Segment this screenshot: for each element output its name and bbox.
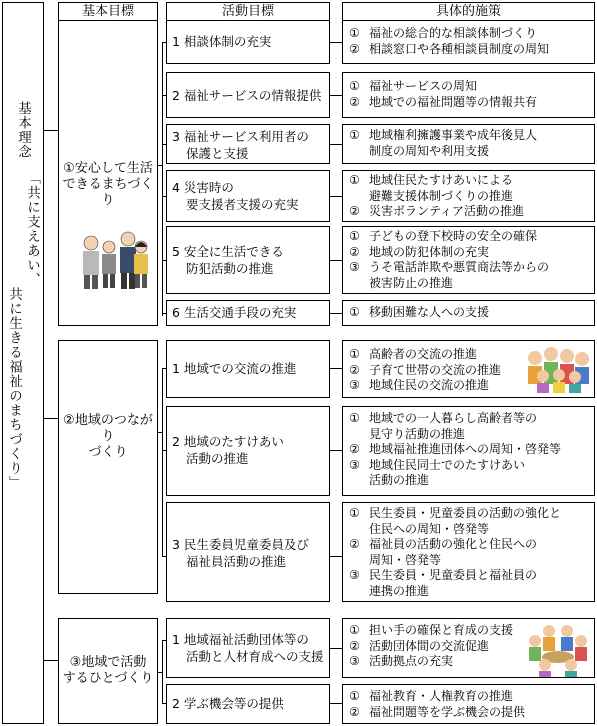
activity-1-2 bbox=[166, 72, 330, 118]
connector bbox=[330, 556, 342, 557]
activity-3-2 bbox=[166, 684, 330, 724]
goal-box-3 bbox=[58, 618, 158, 724]
connector bbox=[330, 144, 342, 145]
activity-1-5 bbox=[166, 226, 330, 294]
measure-list: ① 地域権利擁護事業や成年後見人 制度の周知や利用支援 bbox=[349, 128, 538, 158]
connector bbox=[162, 450, 166, 451]
measure-list: ① 高齢者の交流の推進 ② 子育て世帯の交流の推進 ③ 地域住民の交流の推進 bbox=[349, 347, 502, 392]
measures-1-2 bbox=[342, 72, 595, 118]
philosophy-box bbox=[2, 2, 44, 724]
activity-label: 2 福祉サービスの情報提供 bbox=[172, 88, 322, 103]
connector bbox=[162, 144, 166, 145]
connector bbox=[158, 672, 162, 673]
activity-label: 1 相談体制の充実 bbox=[172, 34, 272, 49]
measures-1-1 bbox=[342, 20, 595, 64]
measure-list: ① 担い手の確保と育成の支援 ② 活動団体間の交流促進 ③ 活動拠点の充実 bbox=[349, 623, 514, 668]
philosophy-title: 基本理念 bbox=[15, 101, 31, 159]
activity-label: 2 学ぶ機会等の提供 bbox=[172, 696, 284, 711]
elderly-family-icon bbox=[77, 231, 149, 291]
connector bbox=[330, 42, 342, 43]
connector bbox=[162, 313, 166, 314]
activity-label: 5 安全に生活できる 防犯活動の推進 bbox=[172, 244, 284, 276]
measures-2-3 bbox=[342, 502, 595, 602]
activity-3-1 bbox=[166, 618, 330, 678]
activity-label: 6 生活交通手段の充実 bbox=[172, 305, 297, 320]
measures-1-3 bbox=[342, 124, 595, 164]
connector bbox=[44, 130, 58, 131]
connector bbox=[330, 450, 342, 451]
connector bbox=[158, 432, 162, 433]
measures-1-6 bbox=[342, 300, 595, 326]
activity-1-4 bbox=[166, 170, 330, 222]
measures-3-2 bbox=[342, 684, 595, 724]
connector bbox=[158, 165, 162, 166]
activity-label: 4 災害時の 要支援者支援の充実 bbox=[172, 180, 299, 212]
connector bbox=[162, 95, 166, 96]
measures-2-2 bbox=[342, 406, 595, 496]
connector bbox=[162, 42, 166, 43]
activity-1-3 bbox=[166, 124, 330, 164]
activity-2-2 bbox=[166, 406, 330, 496]
measures-1-4 bbox=[342, 170, 595, 222]
connector bbox=[162, 703, 166, 704]
connector bbox=[162, 260, 166, 261]
header-basic-goal: 基本目標 bbox=[58, 2, 158, 21]
goal-title: ③地域で活動 するひとづくり bbox=[62, 655, 154, 686]
philosophy-line3: 共に生きる福祉のまちづくり」 bbox=[6, 287, 22, 490]
connector bbox=[162, 196, 166, 197]
measures-3-1 bbox=[342, 618, 595, 678]
connector bbox=[330, 313, 342, 314]
connector bbox=[162, 368, 163, 556]
activity-2-1 bbox=[166, 340, 330, 398]
measure-list: ① 地域住民たすけあいによる 避難支援体制づくりの推進 ② 災害ボランティア活動の推進 bbox=[349, 173, 525, 218]
header-measures: 具体的施策 bbox=[342, 2, 595, 21]
measure-list: ① 民生委員・児童委員の活動の強化と 住民への周知・啓発等 ② 福祉員の活動の強化と住民への 周知・啓発等 ③ 民生委員・児童委員と福祉員の 連携の推進 bbox=[349, 506, 562, 598]
activity-label: 2 地域のたすけあい 活動の推進 bbox=[172, 434, 284, 466]
measures-2-1 bbox=[342, 340, 595, 398]
measure-list: ① 福祉サービスの周知 ② 地域での福祉問題等の情報共有 bbox=[349, 79, 538, 109]
connector bbox=[330, 648, 342, 649]
group-meeting-icon bbox=[523, 621, 593, 677]
connector bbox=[330, 368, 342, 369]
activity-label: 1 地域での交流の推進 bbox=[172, 361, 297, 376]
activity-1-6 bbox=[166, 300, 330, 326]
goal-box-2 bbox=[58, 340, 158, 594]
measure-list: ① 地域での一人暮らし高齢者等の 見守り活動の推進 ② 地域福祉推進団体への周知・啓発等 ③ 地域住民同士でのたすけあい 活動の推進 bbox=[349, 411, 562, 487]
connector bbox=[330, 95, 342, 96]
header-activity-goal: 活動目標 bbox=[166, 2, 330, 21]
activity-1-1 bbox=[166, 20, 330, 64]
activity-label: 3 民生委員児童委員及び 福祉員活動の推進 bbox=[172, 537, 309, 569]
connector bbox=[330, 260, 342, 261]
measures-1-5 bbox=[342, 226, 595, 294]
connector bbox=[162, 556, 166, 557]
activity-label: 1 地域福祉活動団体等の 活動と人材育成への支援 bbox=[172, 632, 324, 664]
goal-title: ①安心して生活 できるまちづくり bbox=[62, 161, 154, 208]
activity-label: 3 福祉サービス利用者の 保護と支援 bbox=[172, 129, 309, 161]
measure-list: ① 福祉教育・人権教育の推進 ② 福祉問題等を学ぶ機会の提供 bbox=[349, 689, 526, 719]
connector bbox=[162, 42, 163, 316]
activity-2-3 bbox=[166, 502, 330, 602]
goal-title: ②地域のつながり づくり bbox=[63, 413, 153, 460]
measure-list: ① 子どもの登下校時の安全の確保 ② 地域の防犯体制の充実 ③ うそ電話詐欺や悪質商法等からの 被害防止の推進 bbox=[349, 229, 550, 290]
connector bbox=[162, 640, 166, 641]
crowd-icon bbox=[525, 344, 591, 394]
connector bbox=[44, 418, 58, 419]
goal-box-1 bbox=[58, 20, 158, 326]
connector bbox=[162, 368, 166, 369]
connector bbox=[330, 196, 342, 197]
measure-list: ① 福祉の総合的な相談体制づくり ② 相談窓口や各種相談員制度の周知 bbox=[349, 26, 550, 56]
measure-list: ① 移動困難な人への支援 bbox=[349, 305, 490, 319]
connector bbox=[44, 660, 58, 661]
connector bbox=[162, 640, 163, 703]
philosophy-line2: 「共に支えあい、 bbox=[24, 171, 40, 287]
connector bbox=[330, 703, 342, 704]
